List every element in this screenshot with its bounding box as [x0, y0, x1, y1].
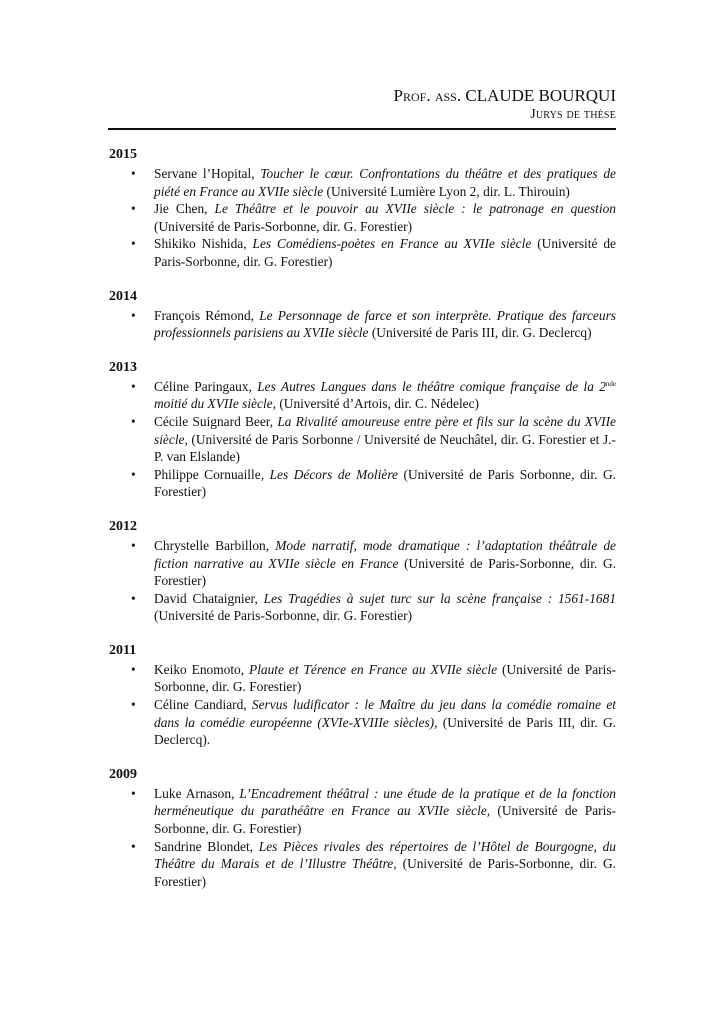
thesis-title: Servus ludificator : le Maître du jeu dans la comédie romaine et dans la comédie européenne (XVIe-XVIIIe siècles),	[154, 697, 616, 730]
thesis-title: Les Comédiens-poètes en France au XVIIe siècle	[252, 236, 532, 252]
thesis-title: Le Personnage de farce et son interprète. Pratique des farceurs professionnels parisiens au XVIIe siècle	[154, 307, 616, 341]
candidate-name: Shikiko Nishida,	[154, 236, 253, 252]
thesis-title: Toucher le cœur. Confrontations du théâtre et des pratiques de piété en France au XVIIe siècle	[154, 166, 616, 199]
jury-entry	[109, 696, 616, 749]
institution-director: (Université de Paris Sorbonne / Université de Neuchâtel, dir. G. Forestier et J.-P. van Elslande)	[154, 431, 616, 465]
candidate-name: Philippe Cornuaille,	[154, 466, 270, 482]
thesis-title: Les Décors de Molière	[269, 466, 398, 482]
year-section	[109, 766, 616, 891]
year-section	[109, 642, 616, 749]
jury-entry	[109, 307, 616, 342]
year-section	[109, 146, 616, 271]
jury-entry	[109, 165, 616, 200]
thesis-title: Mode narratif, mode dramatique : l’adaptation théâtrale de fiction narrative au XVIIe siècle en France	[154, 537, 616, 571]
thesis-title: Les Tragédies à sujet turc sur la scène française : 1561-1681	[263, 590, 617, 606]
bullet-icon: •	[131, 590, 136, 606]
candidate-name: Céline Paringaux,	[154, 378, 258, 394]
institution-director: (Université de Paris-Sorbonne, dir. G. Forestier)	[154, 218, 413, 234]
year-section	[109, 359, 616, 501]
institution-director: (Université d’Artois, dir. C. Nédelec)	[275, 396, 480, 412]
candidate-name: Chrystelle Barbillon,	[154, 537, 276, 553]
institution-director: (Université de Paris-Sorbonne, dir. G. Forestier)	[154, 661, 616, 695]
page-header	[394, 86, 616, 124]
jury-entry	[109, 466, 616, 501]
year-heading: 2011	[109, 642, 137, 658]
candidate-name: David Chataignier,	[154, 590, 264, 606]
thesis-title: L’Encadrement théâtral : une étude de la pratique et de la fonction herméneutique du parathéâtre en France au XVIIe siècle,	[154, 785, 617, 819]
bullet-icon: •	[131, 307, 136, 323]
bullet-icon: •	[131, 378, 136, 394]
institution-director: (Université de Paris-Sorbonne, dir. G. Forestier)	[154, 608, 413, 624]
jury-entry	[109, 200, 616, 235]
institution-director: (Université de Paris Sorbonne, dir. G. Forestier)	[154, 466, 616, 500]
bullet-icon: •	[131, 838, 136, 854]
year-section	[109, 288, 616, 342]
year-section	[109, 518, 616, 625]
candidate-name: Keiko Enomoto,	[154, 661, 250, 677]
thesis-title: Plaute et Térence en France au XVIIe siècle	[249, 661, 498, 677]
candidate-name: François Rémond,	[154, 307, 260, 323]
thesis-title: Les Autres Langues dans le théâtre comique française de la 2	[257, 378, 606, 394]
jury-entry	[109, 537, 616, 590]
institution-director: (Université de Paris III, dir. G. Declercq).	[154, 714, 616, 748]
bullet-icon: •	[131, 697, 136, 713]
candidate-name: Servane l’Hopital,	[154, 166, 261, 181]
year-heading: 2014	[109, 288, 137, 304]
jury-list	[109, 661, 616, 749]
year-heading: 2013	[109, 359, 137, 375]
jury-entry	[109, 235, 616, 270]
candidate-name: Sandrine Blondet,	[154, 838, 259, 854]
jury-entry	[109, 590, 616, 625]
author-name	[394, 86, 616, 106]
jury-entry	[109, 378, 616, 413]
ordinal-superscript: nde	[605, 379, 617, 388]
bullet-icon: •	[131, 413, 136, 429]
bullet-icon: •	[131, 661, 136, 677]
header-divider	[108, 128, 616, 130]
bullet-icon: •	[131, 537, 136, 553]
jury-list	[109, 378, 616, 501]
institution-director: (Université de Paris-Sorbonne, dir. G. Forestier)	[154, 236, 616, 269]
name-main: CLAUDE BOURQUI	[465, 86, 616, 105]
candidate-name: Cécile Suignard Beer,	[154, 413, 278, 429]
institution-director: (Université de Paris-Sorbonne, dir. G. Forestier)	[154, 803, 616, 837]
jury-list	[109, 307, 616, 342]
thesis-title-continued: moitié du XVIIe siècle,	[154, 396, 276, 412]
candidate-name: Céline Candiard,	[154, 697, 252, 713]
jury-list	[109, 785, 616, 891]
bullet-icon: •	[131, 201, 136, 217]
thesis-title: La Rivalité amoureuse entre père et fils sur la scène du XVIIe siècle,	[154, 413, 617, 447]
institution-director: (Université de Paris-Sorbonne, dir. G. Forestier)	[154, 856, 617, 889]
jury-entry	[109, 838, 616, 891]
bullet-icon: •	[131, 236, 136, 252]
year-heading: 2012	[109, 518, 137, 534]
candidate-name: Jie Chen,	[154, 201, 215, 217]
institution-director: (Université de Paris-Sorbonne, dir. G. Forestier)	[154, 555, 616, 589]
jury-entry	[109, 785, 616, 838]
jury-entry	[109, 413, 616, 466]
name-prefix: Prof. ass.	[393, 86, 462, 105]
thesis-title: Le Théâtre et le pouvoir au XVIIe siècle : le patronage en question	[214, 201, 616, 217]
jury-list	[109, 165, 616, 271]
institution-director: (Université de Paris III, dir. G. Declercq)	[368, 325, 592, 341]
header-subtitle: Jurys de thèse	[530, 107, 616, 122]
thesis-title: Les Pièces rivales des répertoires de l’Hôtel de Bourgogne, du Théâtre du Marais et de l’Illustre Théâtre,	[154, 838, 616, 872]
bullet-icon: •	[131, 166, 136, 181]
candidate-name: Luke Arnason,	[154, 785, 240, 801]
institution-director: (Université Lumière Lyon 2, dir. L. Thirouin)	[323, 183, 570, 199]
bullet-icon: •	[131, 785, 136, 801]
jury-list	[109, 537, 616, 625]
thesis-juries-list	[109, 146, 616, 907]
year-heading: 2009	[109, 766, 137, 782]
bullet-icon: •	[131, 466, 136, 482]
year-heading: 2015	[109, 147, 137, 162]
jury-entry	[109, 661, 616, 696]
